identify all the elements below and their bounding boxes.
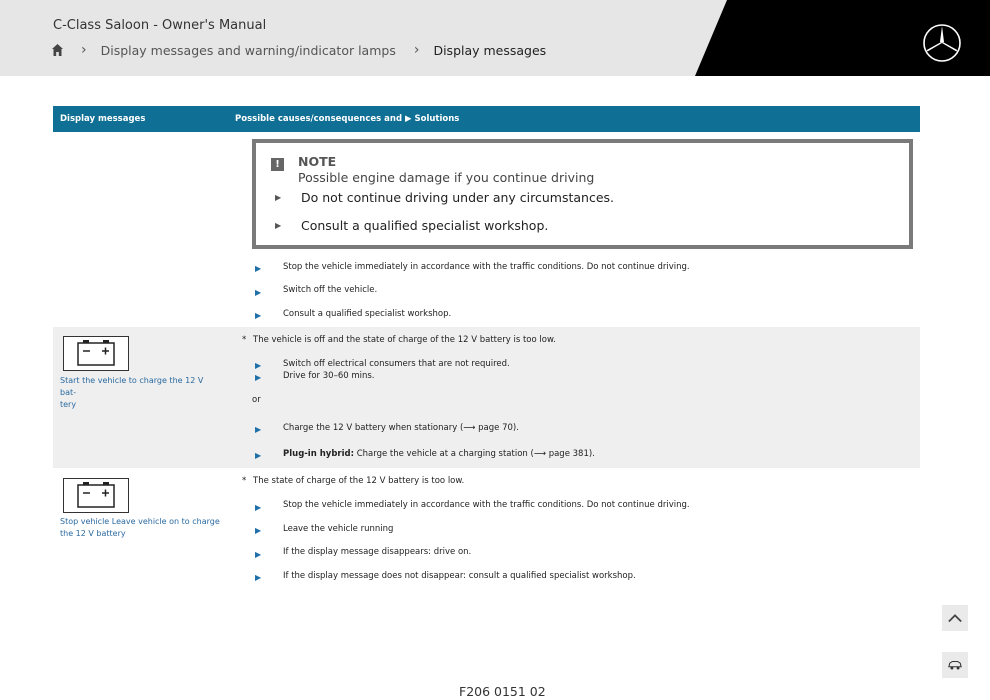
arrow-bullet-icon: ▶ [255,526,262,535]
arrow-bullet-icon: ▶ [255,288,262,297]
note-item [275,218,548,233]
arrow-bullet-icon: ▶ [255,425,262,434]
table-header [53,106,920,132]
arrow-bullet-icon: ▶ [255,573,262,582]
battery-icon [63,478,129,513]
hybrid-label: Plug-in hybrid: [283,449,354,459]
note-item-text: Consult a qualified specialist workshop. [301,218,549,233]
doc-title: C-Class Saloon - Owner's Manual [53,18,267,33]
vehicle-view-button[interactable] [942,652,968,678]
step-text: Leave the vehicle running [283,524,394,534]
display-message-caption [60,375,220,411]
caption-line: Stop vehicle Leave vehicle on to charge [60,517,220,526]
step-text[interactable]: Charge the 12 V battery when stationary (⟶ page 70). [283,423,519,433]
warning-icon: ! [271,158,284,171]
home-icon[interactable] [52,44,63,56]
arrow-bullet-icon: ▶ [255,373,262,382]
caption-line: the 12 V battery [60,529,126,538]
cause-text: The state of charge of the 12 V battery is too low. [253,476,465,486]
arrow-bullet-icon: ▶ [275,221,282,230]
arrow-bullet-icon: ▶ [255,311,262,320]
breadcrumb-item-warning-lamps[interactable]: Display messages and warning/indicator lamps [100,42,396,58]
footnote-star: * [242,335,247,345]
arrow-bullet-icon: ▶ [255,550,262,559]
arrow-bullet-icon: ▶ [275,193,282,202]
note-item-text: Do not continue driving under any circumstances. [301,190,615,205]
cause-text: The vehicle is off and the state of charge of the 12 V battery is too low. [253,335,556,345]
note-title: NOTE [298,154,337,169]
breadcrumb [52,42,546,58]
note-item [275,190,614,205]
arrow-bullet-icon: ▶ [255,451,262,460]
scroll-to-top-button[interactable] [942,605,968,631]
chevron-right-icon: › [81,42,87,58]
figure-code: F206 0151 02 [459,684,546,699]
chevron-up-icon [948,613,962,623]
step-text: Switch off the vehicle. [283,285,378,295]
arrow-bullet-icon: ▶ [255,503,262,512]
step-text-hybrid [283,449,595,459]
col-header-causes-solutions: Possible causes/consequences and ▶ Solutions [235,114,460,124]
display-message-caption [60,516,220,540]
hybrid-text[interactable]: Charge the vehicle at a charging station (⟶ page 381). [356,449,595,459]
caption-line: Start the vehicle to charge the 12 V bat- [60,376,204,397]
battery-icon [63,336,129,371]
step-text: Consult a qualified specialist workshop. [283,309,452,319]
breadcrumb-item-display-messages: Display messages [433,42,547,58]
caption-line: tery [60,400,77,409]
chevron-right-icon: › [413,42,420,58]
note-subtitle: Possible engine damage if you continue driving [298,170,595,185]
arrow-bullet-icon: ▶ [255,264,262,273]
col-header-display-messages: Display messages [60,114,146,124]
or-text: or [252,395,261,405]
step-text: Drive for 30–60 mins. [283,371,375,381]
arrow-bullet-icon: ▶ [255,361,262,370]
step-text: Stop the vehicle immediately in accordance with the traffic conditions. Do not continue driving. [283,262,690,272]
car-icon [948,659,962,671]
step-text: Switch off electrical consumers that are not required. [283,359,510,369]
note-box [252,139,913,249]
step-text: If the display message does not disappear: consult a qualified specialist workshop. [283,571,636,581]
footnote-star: * [242,476,247,486]
mercedes-star-icon [922,23,962,63]
step-text: Stop the vehicle immediately in accordance with the traffic conditions. Do not continue driving. [283,500,690,510]
step-text: If the display message disappears: drive on. [283,547,472,557]
